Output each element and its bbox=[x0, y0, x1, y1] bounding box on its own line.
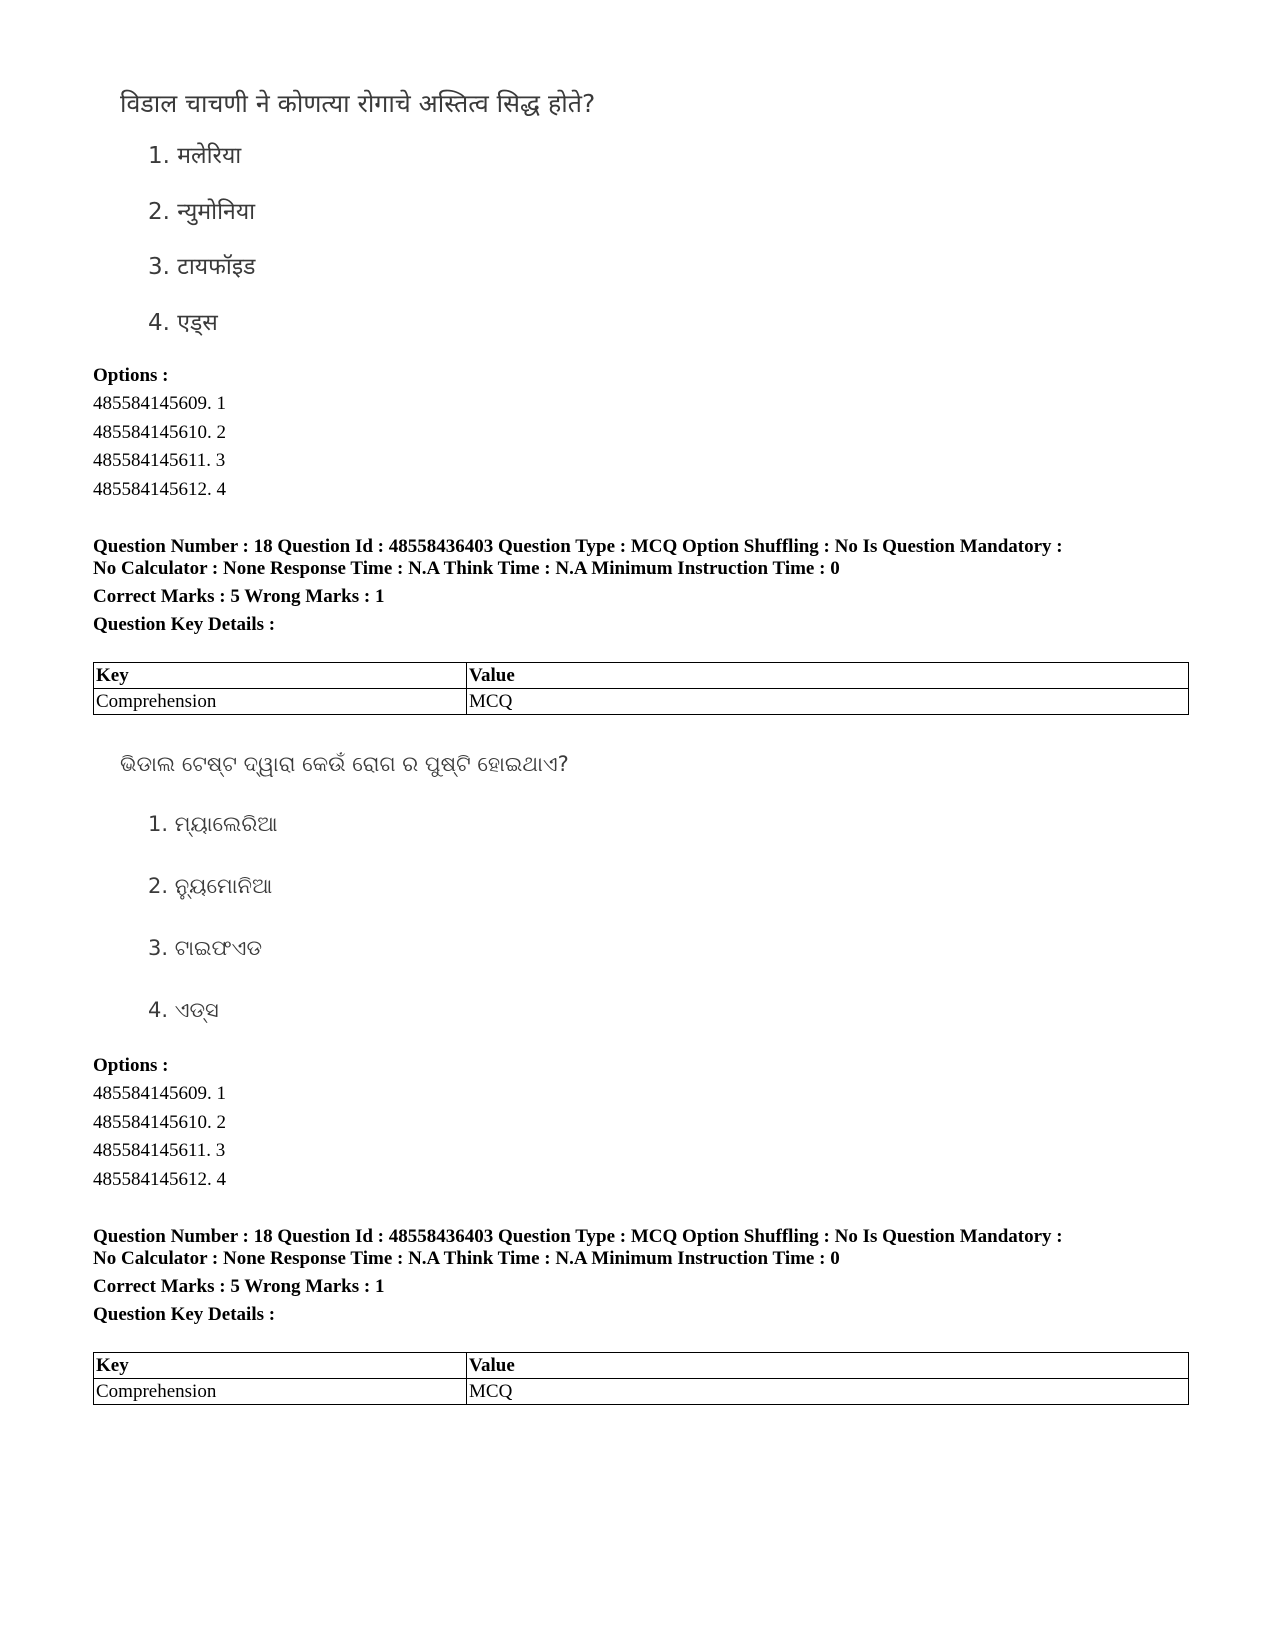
option-item: 485584145612. 4 bbox=[93, 478, 226, 500]
question-meta bbox=[93, 1226, 1193, 1329]
key-details-table bbox=[93, 662, 1189, 715]
table-row bbox=[94, 689, 1189, 715]
choice-4: 4. ଏଡ୍ସ bbox=[148, 998, 219, 1022]
choice-4: 4. एड्स bbox=[148, 310, 218, 336]
options-label: Options : bbox=[93, 365, 169, 386]
table-header-value: Value bbox=[467, 663, 1189, 689]
choice-1: 1. मलेरिया bbox=[148, 143, 242, 169]
question-meta-line-2: No Calculator : None Response Time : N.A Think Time : N.A Minimum Instruction Time : 0 bbox=[93, 1248, 840, 1269]
options-list bbox=[93, 362, 1193, 504]
marks-line: Correct Marks : 5 Wrong Marks : 1 bbox=[93, 1276, 385, 1297]
question-text: विडाल चाचणी ने कोणत्या रोगाचे अस्तित्व सिद्ध होते? bbox=[120, 89, 596, 118]
question-image-odia bbox=[112, 748, 632, 1038]
marks-line: Correct Marks : 5 Wrong Marks : 1 bbox=[93, 586, 385, 607]
table-header-key: Key bbox=[94, 663, 467, 689]
option-item: 485584145609. 1 bbox=[93, 393, 226, 414]
table-cell-value: MCQ bbox=[467, 689, 1189, 715]
table-cell-value: MCQ bbox=[467, 1379, 1189, 1405]
table-header-row bbox=[94, 663, 1189, 689]
choice-2: 2. ନ୍ୟୁମୋନିଆ bbox=[148, 874, 273, 898]
table-header-key: Key bbox=[94, 1353, 467, 1379]
question-image-marathi bbox=[112, 80, 632, 350]
option-item: 485584145612. 4 bbox=[93, 1168, 226, 1190]
choice-2: 2. न्युमोनिया bbox=[148, 199, 256, 225]
question-meta-line-1: Question Number : 18 Question Id : 48558436403 Question Type : MCQ Option Shuffling : No Is Question Mandatory : bbox=[93, 1226, 1063, 1247]
question-meta bbox=[93, 536, 1193, 639]
choice-3: 3. ଟାଇଫଏଡ bbox=[148, 936, 263, 960]
table-header-row bbox=[94, 1353, 1189, 1379]
question-text: ଭିଡାଲ ଟେଷ୍ଟ ଦ୍ୱାରା କେଉଁ ରୋଗ ର ପୁଷ୍ଟି ହୋଇଥାଏ? bbox=[120, 752, 569, 776]
options-label: Options : bbox=[93, 1055, 169, 1076]
table-row bbox=[94, 1379, 1189, 1405]
table-cell-key: Comprehension bbox=[94, 689, 467, 715]
options-list bbox=[93, 1052, 1193, 1194]
choice-3: 3. टायफॉइड bbox=[148, 254, 256, 280]
question-meta-line-1: Question Number : 18 Question Id : 48558436403 Question Type : MCQ Option Shuffling : No Is Question Mandatory : bbox=[93, 536, 1063, 557]
option-item: 485584145611. 3 bbox=[93, 1140, 226, 1161]
option-item: 485584145611. 3 bbox=[93, 450, 226, 471]
key-details-label: Question Key Details : bbox=[93, 614, 276, 635]
option-item: 485584145610. 2 bbox=[93, 421, 226, 443]
key-details-label: Question Key Details : bbox=[93, 1304, 276, 1325]
table-cell-key: Comprehension bbox=[94, 1379, 467, 1405]
key-details-table bbox=[93, 1352, 1189, 1405]
option-item: 485584145609. 1 bbox=[93, 1083, 226, 1104]
question-meta-line-2: No Calculator : None Response Time : N.A Think Time : N.A Minimum Instruction Time : 0 bbox=[93, 558, 840, 579]
choice-1: 1. ମ୍ୟାଲେରିଆ bbox=[148, 812, 278, 836]
option-item: 485584145610. 2 bbox=[93, 1111, 226, 1133]
table-header-value: Value bbox=[467, 1353, 1189, 1379]
